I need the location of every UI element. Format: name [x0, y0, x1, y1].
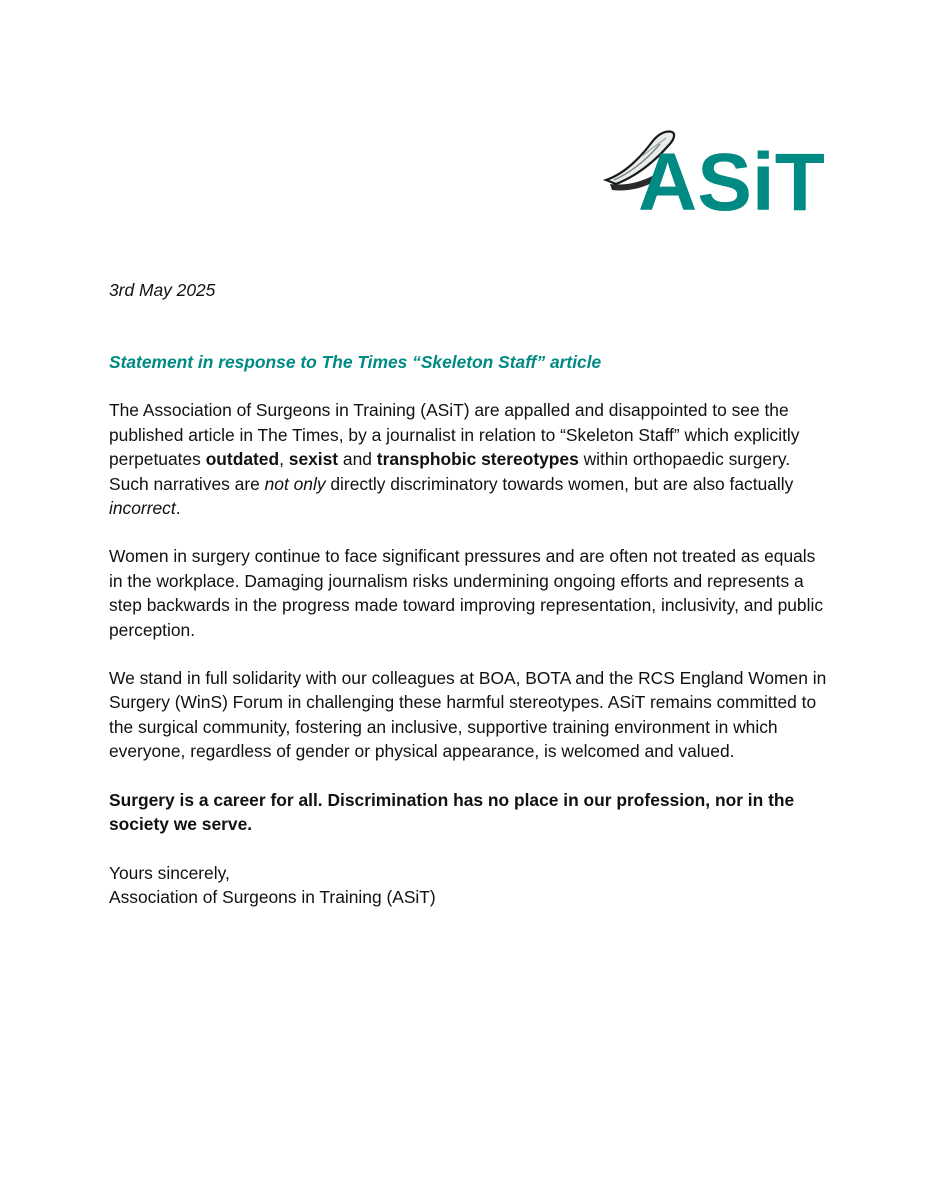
paragraph-1	[109, 398, 829, 520]
letter-body	[109, 278, 829, 909]
p1-text-5: directly discriminatory towards women, but are also factually	[325, 473, 794, 494]
p1-text-6: .	[175, 498, 181, 519]
p1-italic-not-only: not only	[264, 473, 326, 494]
asit-logo	[602, 128, 858, 214]
paragraph-2: Women in surgery continue to face significant pressures and are often not treated as equals in the workplace. Damaging journalism risks undermining ongoing efforts and represents a step backwards in the progress made toward improving representation, inclusivity, and public perception.	[109, 546, 824, 640]
signoff	[109, 861, 829, 910]
p1-bold-sexist: sexist	[288, 449, 339, 470]
letter-date: 3rd May 2025	[109, 280, 216, 300]
p1-bold-transphobic: transphobic stereotypes	[376, 449, 579, 470]
paragraph-3: We stand in full solidarity with our colleagues at BOA, BOTA and the RCS England Women in Surgery (WinS) Forum in challenging these harmful stereotypes. ASiT remains committed to the surgical community, fostering an inclusive, supportive training environment in which everyone, regardless of gender or physical appearance, is welcomed and valued.	[109, 668, 827, 762]
scalpel-icon	[602, 128, 858, 214]
p1-bold-outdated: outdated	[205, 449, 280, 470]
logo-text: ASiT	[638, 137, 825, 214]
p1-text-3: and	[338, 449, 377, 470]
paragraph-4-emphasis: Surgery is a career for all. Discrimination has no place in our profession, nor in the society we serve.	[109, 789, 795, 835]
closing: Yours sincerely,	[109, 862, 230, 883]
p1-text-2: ,	[279, 449, 289, 470]
p1-text-1: The Association of Surgeons in Training (ASiT) are appalled and disappointed to see the published article in The Times, by a journalist in relation to “Skeleton Staff” which explicitly perpetuates	[109, 400, 800, 470]
p1-italic-incorrect: incorrect	[109, 498, 176, 519]
statement-title: Statement in response to The Times “Skeleton Staff” article	[109, 352, 602, 372]
signature: Association of Surgeons in Training (ASiT)	[109, 886, 436, 907]
p1-text-4: within orthopaedic surgery. Such narratives are	[109, 449, 791, 494]
